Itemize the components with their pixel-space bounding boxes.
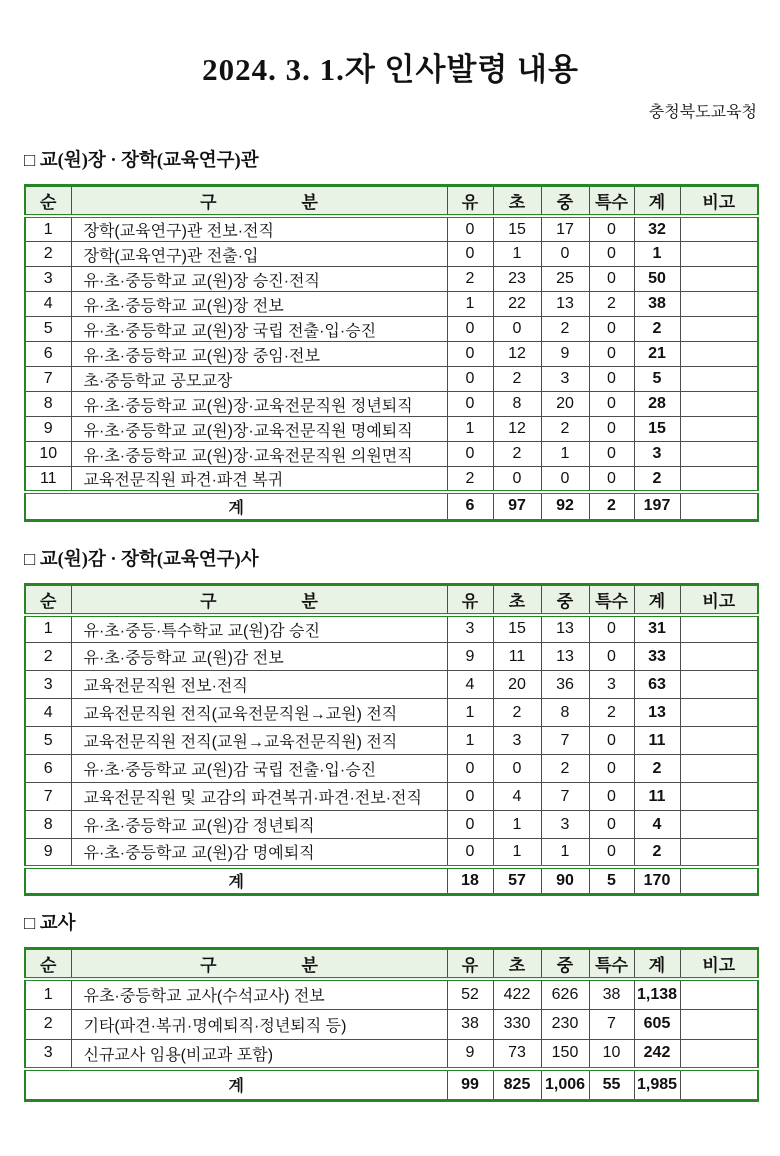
total-label: 계 bbox=[25, 1069, 447, 1100]
row-middle-count: 2 bbox=[541, 417, 589, 442]
total-elementary-count: 825 bbox=[493, 1069, 541, 1100]
row-middle-count: 2 bbox=[541, 755, 589, 783]
row-total-count: 2 bbox=[634, 839, 680, 867]
row-elementary-count: 73 bbox=[493, 1039, 541, 1069]
total-special-count: 55 bbox=[589, 1069, 634, 1100]
total-row bbox=[25, 1069, 758, 1100]
row-kindergarten-count: 38 bbox=[447, 1009, 493, 1039]
row-category: 교육전문직원 및 교감의 파견복귀·파견·전보·전직 bbox=[71, 783, 447, 811]
row-special-count: 0 bbox=[589, 727, 634, 755]
row-number: 8 bbox=[25, 811, 71, 839]
row-total-count: 3 bbox=[634, 442, 680, 467]
col-header-category: 구 분 bbox=[71, 186, 447, 217]
row-kindergarten-count: 52 bbox=[447, 979, 493, 1009]
header-row bbox=[25, 584, 758, 615]
total-sum-count: 1,985 bbox=[634, 1069, 680, 1100]
header-row bbox=[25, 949, 758, 980]
row-kindergarten-count: 1 bbox=[447, 727, 493, 755]
row-total-count: 11 bbox=[634, 783, 680, 811]
row-middle-count: 25 bbox=[541, 267, 589, 292]
table-row bbox=[25, 755, 758, 783]
row-number: 3 bbox=[25, 671, 71, 699]
col-header-category: 구 분 bbox=[71, 584, 447, 615]
row-middle-count: 8 bbox=[541, 699, 589, 727]
row-number: 7 bbox=[25, 367, 71, 392]
row-special-count: 0 bbox=[589, 467, 634, 493]
row-category: 유·초·중등학교 교(원)감 전보 bbox=[71, 643, 447, 671]
row-elementary-count: 22 bbox=[493, 292, 541, 317]
row-total-count: 242 bbox=[634, 1039, 680, 1069]
col-header-total: 계 bbox=[634, 186, 680, 217]
table-row bbox=[25, 467, 758, 493]
total-note bbox=[680, 867, 758, 895]
row-kindergarten-count: 0 bbox=[447, 367, 493, 392]
row-elementary-count: 2 bbox=[493, 699, 541, 727]
row-note bbox=[680, 216, 758, 242]
row-note bbox=[680, 417, 758, 442]
table-row bbox=[25, 1009, 758, 1039]
row-number: 2 bbox=[25, 1009, 71, 1039]
row-total-count: 50 bbox=[634, 267, 680, 292]
row-special-count: 7 bbox=[589, 1009, 634, 1039]
row-kindergarten-count: 4 bbox=[447, 671, 493, 699]
row-elementary-count: 12 bbox=[493, 342, 541, 367]
vice-principals-table bbox=[24, 583, 759, 897]
row-kindergarten-count: 0 bbox=[447, 783, 493, 811]
row-total-count: 31 bbox=[634, 615, 680, 643]
row-elementary-count: 8 bbox=[493, 392, 541, 417]
row-kindergarten-count: 2 bbox=[447, 267, 493, 292]
row-elementary-count: 1 bbox=[493, 839, 541, 867]
row-category: 유·초·중등학교 교(원)장·교육전문직원 명예퇴직 bbox=[71, 417, 447, 442]
row-total-count: 33 bbox=[634, 643, 680, 671]
col-header-note: 비고 bbox=[680, 186, 758, 217]
row-number: 11 bbox=[25, 467, 71, 493]
section-heading-principals: □ 교(원)장 · 장학(교육연구)관 bbox=[24, 151, 259, 171]
row-category: 교육전문직원 전직(교육전문직원→교원) 전직 bbox=[71, 699, 447, 727]
col-header-total: 계 bbox=[634, 949, 680, 980]
row-elementary-count: 2 bbox=[493, 442, 541, 467]
total-label: 계 bbox=[25, 492, 447, 520]
row-middle-count: 1 bbox=[541, 442, 589, 467]
row-number: 6 bbox=[25, 755, 71, 783]
row-middle-count: 0 bbox=[541, 467, 589, 493]
row-total-count: 2 bbox=[634, 755, 680, 783]
col-header-note: 비고 bbox=[680, 949, 758, 980]
row-special-count: 0 bbox=[589, 317, 634, 342]
row-note bbox=[680, 783, 758, 811]
row-number: 10 bbox=[25, 442, 71, 467]
row-elementary-count: 1 bbox=[493, 242, 541, 267]
col-header-middle: 중 bbox=[541, 949, 589, 980]
row-number: 2 bbox=[25, 242, 71, 267]
total-row bbox=[25, 867, 758, 895]
row-note bbox=[680, 342, 758, 367]
row-middle-count: 13 bbox=[541, 615, 589, 643]
row-category: 유·초·중등학교 교(원)장 중임·전보 bbox=[71, 342, 447, 367]
row-number: 3 bbox=[25, 267, 71, 292]
row-total-count: 5 bbox=[634, 367, 680, 392]
row-kindergarten-count: 0 bbox=[447, 811, 493, 839]
row-kindergarten-count: 0 bbox=[447, 442, 493, 467]
col-header-kindergarten: 유 bbox=[447, 186, 493, 217]
col-header-middle: 중 bbox=[541, 186, 589, 217]
row-total-count: 13 bbox=[634, 699, 680, 727]
row-middle-count: 3 bbox=[541, 811, 589, 839]
row-kindergarten-count: 0 bbox=[447, 392, 493, 417]
table-row bbox=[25, 392, 758, 417]
row-note bbox=[680, 467, 758, 493]
row-total-count: 28 bbox=[634, 392, 680, 417]
total-middle-count: 90 bbox=[541, 867, 589, 895]
col-header-special: 특수 bbox=[589, 584, 634, 615]
row-total-count: 2 bbox=[634, 467, 680, 493]
row-middle-count: 1 bbox=[541, 839, 589, 867]
row-category: 교육전문직원 전직(교원→교육전문직원) 전직 bbox=[71, 727, 447, 755]
row-category: 유·초·중등학교 교(원)장·교육전문직원 의원면직 bbox=[71, 442, 447, 467]
row-number: 8 bbox=[25, 392, 71, 417]
row-elementary-count: 1 bbox=[493, 811, 541, 839]
row-special-count: 0 bbox=[589, 267, 634, 292]
row-category: 장학(교육연구)관 전보·전직 bbox=[71, 216, 447, 242]
row-elementary-count: 0 bbox=[493, 467, 541, 493]
row-kindergarten-count: 0 bbox=[447, 242, 493, 267]
section-heading-teachers: □ 교사 bbox=[24, 914, 76, 934]
row-number: 6 bbox=[25, 342, 71, 367]
row-elementary-count: 422 bbox=[493, 979, 541, 1009]
table-row bbox=[25, 292, 758, 317]
row-total-count: 21 bbox=[634, 342, 680, 367]
table-row bbox=[25, 643, 758, 671]
row-note bbox=[680, 442, 758, 467]
total-note bbox=[680, 492, 758, 520]
row-special-count: 0 bbox=[589, 417, 634, 442]
row-note bbox=[680, 392, 758, 417]
teachers-table bbox=[24, 947, 759, 1102]
total-kindergarten-count: 99 bbox=[447, 1069, 493, 1100]
col-header-total: 계 bbox=[634, 584, 680, 615]
row-category: 유·초·중등·특수학교 교(원)감 승진 bbox=[71, 615, 447, 643]
row-category: 초·중등학교 공모교장 bbox=[71, 367, 447, 392]
row-note bbox=[680, 979, 758, 1009]
table-row bbox=[25, 615, 758, 643]
row-note bbox=[680, 671, 758, 699]
total-row bbox=[25, 492, 758, 520]
row-total-count: 38 bbox=[634, 292, 680, 317]
table-row bbox=[25, 442, 758, 467]
row-number: 1 bbox=[43, 985, 53, 1003]
row-number: 1 bbox=[43, 620, 53, 638]
row-special-count: 0 bbox=[589, 839, 634, 867]
row-total-count: 32 bbox=[634, 216, 680, 242]
row-elementary-count: 3 bbox=[493, 727, 541, 755]
col-header-kindergarten: 유 bbox=[447, 584, 493, 615]
row-category: 유·초·중등학교 교(원)장 전보 bbox=[71, 292, 447, 317]
row-note bbox=[680, 267, 758, 292]
row-note bbox=[680, 317, 758, 342]
row-category: 유·초·중등학교 교(원)감 명예퇴직 bbox=[71, 839, 447, 867]
row-elementary-count: 0 bbox=[493, 317, 541, 342]
row-special-count: 3 bbox=[589, 671, 634, 699]
table-row bbox=[25, 783, 758, 811]
row-category: 교육전문직원 파견·파견 복귀 bbox=[71, 467, 447, 493]
row-elementary-count: 20 bbox=[493, 671, 541, 699]
table-row bbox=[25, 317, 758, 342]
row-kindergarten-count: 1 bbox=[447, 292, 493, 317]
row-elementary-count: 330 bbox=[493, 1009, 541, 1039]
row-special-count: 0 bbox=[589, 615, 634, 643]
row-total-count: 1,138 bbox=[634, 979, 680, 1009]
row-number: 5 bbox=[25, 317, 71, 342]
col-header-no: 순 bbox=[25, 584, 71, 615]
row-middle-count: 7 bbox=[541, 727, 589, 755]
row-special-count: 2 bbox=[589, 292, 634, 317]
row-category: 유·초·중등학교 교(원)장·교육전문직원 정년퇴직 bbox=[71, 392, 447, 417]
row-special-count: 10 bbox=[589, 1039, 634, 1069]
row-kindergarten-count: 0 bbox=[447, 755, 493, 783]
row-middle-count: 13 bbox=[541, 292, 589, 317]
col-header-category: 구 분 bbox=[71, 949, 447, 980]
total-middle-count: 92 bbox=[541, 492, 589, 520]
row-total-count: 63 bbox=[634, 671, 680, 699]
row-category: 유·초·중등학교 교(원)장 국립 전출·입·승진 bbox=[71, 317, 447, 342]
row-kindergarten-count: 3 bbox=[447, 615, 493, 643]
row-special-count: 0 bbox=[589, 755, 634, 783]
row-note bbox=[680, 755, 758, 783]
row-kindergarten-count: 0 bbox=[447, 342, 493, 367]
row-kindergarten-count: 1 bbox=[447, 417, 493, 442]
row-middle-count: 2 bbox=[541, 317, 589, 342]
row-special-count: 38 bbox=[589, 979, 634, 1009]
col-header-elementary: 초 bbox=[493, 584, 541, 615]
row-category: 유·초·중등학교 교(원)감 국립 전출·입·승진 bbox=[71, 755, 447, 783]
row-total-count: 4 bbox=[634, 811, 680, 839]
row-number: 4 bbox=[25, 292, 71, 317]
col-header-kindergarten: 유 bbox=[447, 949, 493, 980]
header-row bbox=[25, 186, 758, 217]
row-special-count: 0 bbox=[589, 342, 634, 367]
row-kindergarten-count: 9 bbox=[447, 1039, 493, 1069]
section-teachers bbox=[24, 911, 757, 1102]
total-label: 계 bbox=[25, 867, 447, 895]
row-category: 유·초·중등학교 교(원)감 정년퇴직 bbox=[71, 811, 447, 839]
row-special-count: 2 bbox=[589, 699, 634, 727]
total-middle-count: 1,006 bbox=[541, 1069, 589, 1100]
table-row bbox=[25, 979, 758, 1009]
row-category: 유·초·중등학교 교(원)장 승진·전직 bbox=[71, 267, 447, 292]
total-kindergarten-count: 6 bbox=[447, 492, 493, 520]
row-category: 신규교사 임용(비교과 포함) bbox=[71, 1039, 447, 1069]
row-middle-count: 0 bbox=[541, 242, 589, 267]
page-title: 2024. 3. 1.자 인사발령 내용 bbox=[202, 52, 579, 87]
row-total-count: 605 bbox=[634, 1009, 680, 1039]
row-note bbox=[680, 292, 758, 317]
row-kindergarten-count: 1 bbox=[447, 699, 493, 727]
col-header-no: 순 bbox=[25, 186, 71, 217]
row-special-count: 0 bbox=[589, 242, 634, 267]
total-kindergarten-count: 18 bbox=[447, 867, 493, 895]
section-principals bbox=[24, 148, 757, 522]
row-middle-count: 230 bbox=[541, 1009, 589, 1039]
row-elementary-count: 0 bbox=[493, 755, 541, 783]
row-middle-count: 3 bbox=[541, 367, 589, 392]
row-category: 장학(교육연구)관 전출·입 bbox=[71, 242, 447, 267]
row-note bbox=[680, 643, 758, 671]
table-row bbox=[25, 342, 758, 367]
row-special-count: 0 bbox=[589, 392, 634, 417]
row-middle-count: 20 bbox=[541, 392, 589, 417]
row-category: 기타(파견·복귀·명예퇴직·정년퇴직 등) bbox=[71, 1009, 447, 1039]
row-total-count: 2 bbox=[634, 317, 680, 342]
section-heading-vice-principals: □ 교(원)감 · 장학(교육연구)사 bbox=[24, 549, 259, 570]
total-elementary-count: 97 bbox=[493, 492, 541, 520]
total-special-count: 2 bbox=[589, 492, 634, 520]
row-middle-count: 17 bbox=[541, 216, 589, 242]
row-category: 유초·중등학교 교사(수석교사) 전보 bbox=[71, 979, 447, 1009]
total-sum-count: 197 bbox=[634, 492, 680, 520]
row-middle-count: 9 bbox=[541, 342, 589, 367]
row-elementary-count: 15 bbox=[493, 216, 541, 242]
row-note bbox=[680, 699, 758, 727]
row-kindergarten-count: 0 bbox=[447, 216, 493, 242]
row-elementary-count: 11 bbox=[493, 643, 541, 671]
row-number: 3 bbox=[25, 1039, 71, 1069]
row-middle-count: 7 bbox=[541, 783, 589, 811]
col-header-special: 특수 bbox=[589, 186, 634, 217]
row-number: 7 bbox=[25, 783, 71, 811]
section-vice-principals bbox=[24, 547, 757, 897]
row-note bbox=[680, 727, 758, 755]
row-total-count: 15 bbox=[634, 417, 680, 442]
table-row bbox=[25, 367, 758, 392]
row-note bbox=[680, 1039, 758, 1069]
total-note bbox=[680, 1069, 758, 1100]
row-note bbox=[680, 811, 758, 839]
table-row bbox=[25, 699, 758, 727]
row-elementary-count: 12 bbox=[493, 417, 541, 442]
col-header-elementary: 초 bbox=[493, 949, 541, 980]
table-row bbox=[25, 727, 758, 755]
col-header-elementary: 초 bbox=[493, 186, 541, 217]
row-special-count: 0 bbox=[589, 643, 634, 671]
row-note bbox=[680, 615, 758, 643]
total-sum-count: 170 bbox=[634, 867, 680, 895]
row-total-count: 1 bbox=[634, 242, 680, 267]
row-special-count: 0 bbox=[589, 216, 634, 242]
row-special-count: 0 bbox=[589, 811, 634, 839]
row-elementary-count: 23 bbox=[493, 267, 541, 292]
row-middle-count: 150 bbox=[541, 1039, 589, 1069]
row-middle-count: 626 bbox=[541, 979, 589, 1009]
row-elementary-count: 4 bbox=[493, 783, 541, 811]
row-total-count: 11 bbox=[634, 727, 680, 755]
col-header-middle: 중 bbox=[541, 584, 589, 615]
table-row bbox=[25, 1039, 758, 1069]
row-number: 5 bbox=[25, 727, 71, 755]
row-number: 2 bbox=[25, 643, 71, 671]
table-row bbox=[25, 671, 758, 699]
row-note bbox=[680, 367, 758, 392]
row-kindergarten-count: 0 bbox=[447, 317, 493, 342]
table-row bbox=[25, 242, 758, 267]
row-category: 교육전문직원 전보·전직 bbox=[71, 671, 447, 699]
total-special-count: 5 bbox=[589, 867, 634, 895]
row-note bbox=[680, 839, 758, 867]
row-special-count: 0 bbox=[589, 442, 634, 467]
total-elementary-count: 57 bbox=[493, 867, 541, 895]
row-elementary-count: 2 bbox=[493, 367, 541, 392]
row-middle-count: 13 bbox=[541, 643, 589, 671]
row-special-count: 0 bbox=[589, 367, 634, 392]
row-kindergarten-count: 0 bbox=[447, 839, 493, 867]
row-elementary-count: 15 bbox=[493, 615, 541, 643]
col-header-no: 순 bbox=[25, 949, 71, 980]
row-note bbox=[680, 242, 758, 267]
row-kindergarten-count: 9 bbox=[447, 643, 493, 671]
agency-name: 충청북도교육청 bbox=[648, 104, 757, 121]
col-header-special: 특수 bbox=[589, 949, 634, 980]
principals-table bbox=[24, 184, 759, 522]
row-special-count: 0 bbox=[589, 783, 634, 811]
row-note bbox=[680, 1009, 758, 1039]
row-middle-count: 36 bbox=[541, 671, 589, 699]
row-number: 1 bbox=[43, 220, 53, 238]
row-number: 4 bbox=[25, 699, 71, 727]
table-row bbox=[25, 811, 758, 839]
table-row bbox=[25, 417, 758, 442]
row-number: 9 bbox=[25, 417, 71, 442]
table-row bbox=[25, 216, 758, 242]
table-row bbox=[25, 267, 758, 292]
row-number: 9 bbox=[25, 839, 71, 867]
col-header-note: 비고 bbox=[680, 584, 758, 615]
row-kindergarten-count: 2 bbox=[447, 467, 493, 493]
table-row bbox=[25, 839, 758, 867]
